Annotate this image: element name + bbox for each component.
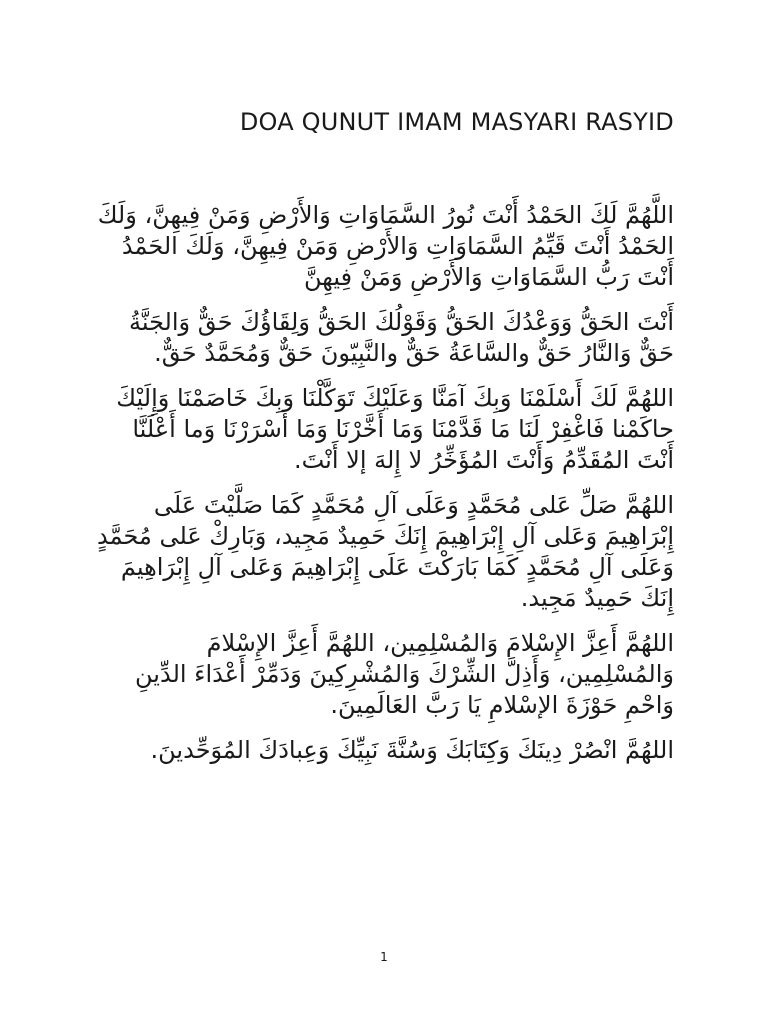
page-number: 1	[380, 950, 388, 964]
paragraph: اللهُمَّ لَكَ أَسْلَمْنَا وَبِكَ آمَنَّا وَعَلَيْكَ تَوَكَّلْنَا وَبِكَ خَاصَمْنَا وَإِلَيْكَ حاكَمْنا فَاغْفِرْ لَنَا مَا قَدَّمْنَا وَمَا أَخَّرْنَا وَمَا أَسْرَرْنَا وَما أَعْلَنَّا أَنْتَ المُقَدِّمُ وَأَنْتَ المُؤَخِّرُ لا إِلهَ إلا أَنْتَ.	[116, 384, 674, 474]
paragraph: اللهُمَّ انْصُرْ دِينَكَ وَكِتَابَكَ وَسُنَّةَ نَبِيِّكَ وَعِبادَكَ المُوَحِّدينَ.	[150, 736, 674, 764]
paragraph: اللهُمَّ أَعِزَّ الإِسْلامَ وَالمُسْلِمِين، اللهُمَّ أَعِزَّ الإِسْلامَ وَالمُسْلِمِين، وَأَذِلَّ الشِّرْكَ وَالمُشْرِكِينَ وَدَمِّرْ أَعْدَاءَ الدِّينِ وَاحْمِ حَوْزَةَ الإسْلامِ يَا رَبَّ العَالَمِينَ.	[135, 629, 674, 719]
paragraph: اللهُمَّ صَلِّ عَلى مُحَمَّدٍ وَعَلَى آلِ مُحَمَّدٍ كَمَا صَلَّيْتَ عَلَى إِبْرَاهِيمَ وَعَلى آلِ إِبْرَاهِيمَ إِنَكَ حَمِيدٌ مَجِيد، وَبَارِكْ عَلى مُحَمَّدٍ وَعَلَى آلِ مُحَمَّدٍ كَمَا بَارَكْتَ عَلَى إِبْرَاهِيمَ وَعَلى آلِ إِبْرَاهِيمَ إِنَكَ حَمِيدٌ مَجِيد.	[97, 491, 674, 612]
paragraph: أَنْتَ الحَقُّ وَوَعْدُكَ الحَقُّ وَقَوْلُكَ الحَقُّ وَلِقَاؤُكَ حَقٌّ وَالجَنَّةُ حَقٌّ وَالنَّارُ حَقٌّ والسَّاعَةُ حَقٌّ والنَّبِيّونَ حَقٌّ وَمُحَمَّدٌ حَقٌّ.	[128, 308, 674, 367]
paragraph: اللَّهُمَّ لَكَ الحَمْدُ أَنْتَ نُورُ السَّمَاوَاتِ وَالأَرْضِ وَمَنْ فِيهِنَّ، وَلَكَ الحَمْدُ أَنْتَ قَيِّمُ السَّمَاوَاتِ وَالأَرْضِ وَمَنْ فِيهِنَّ، وَلَكَ الحَمْدُ أَنْتَ رَبُّ السَّمَاوَاتِ وَالأَرْضِ وَمَنْ فِيهِنَّ	[97, 201, 674, 291]
document-title: DOA QUNUT IMAM MASYARI RASYID	[239, 108, 674, 136]
prayer-body	[96, 200, 674, 780]
